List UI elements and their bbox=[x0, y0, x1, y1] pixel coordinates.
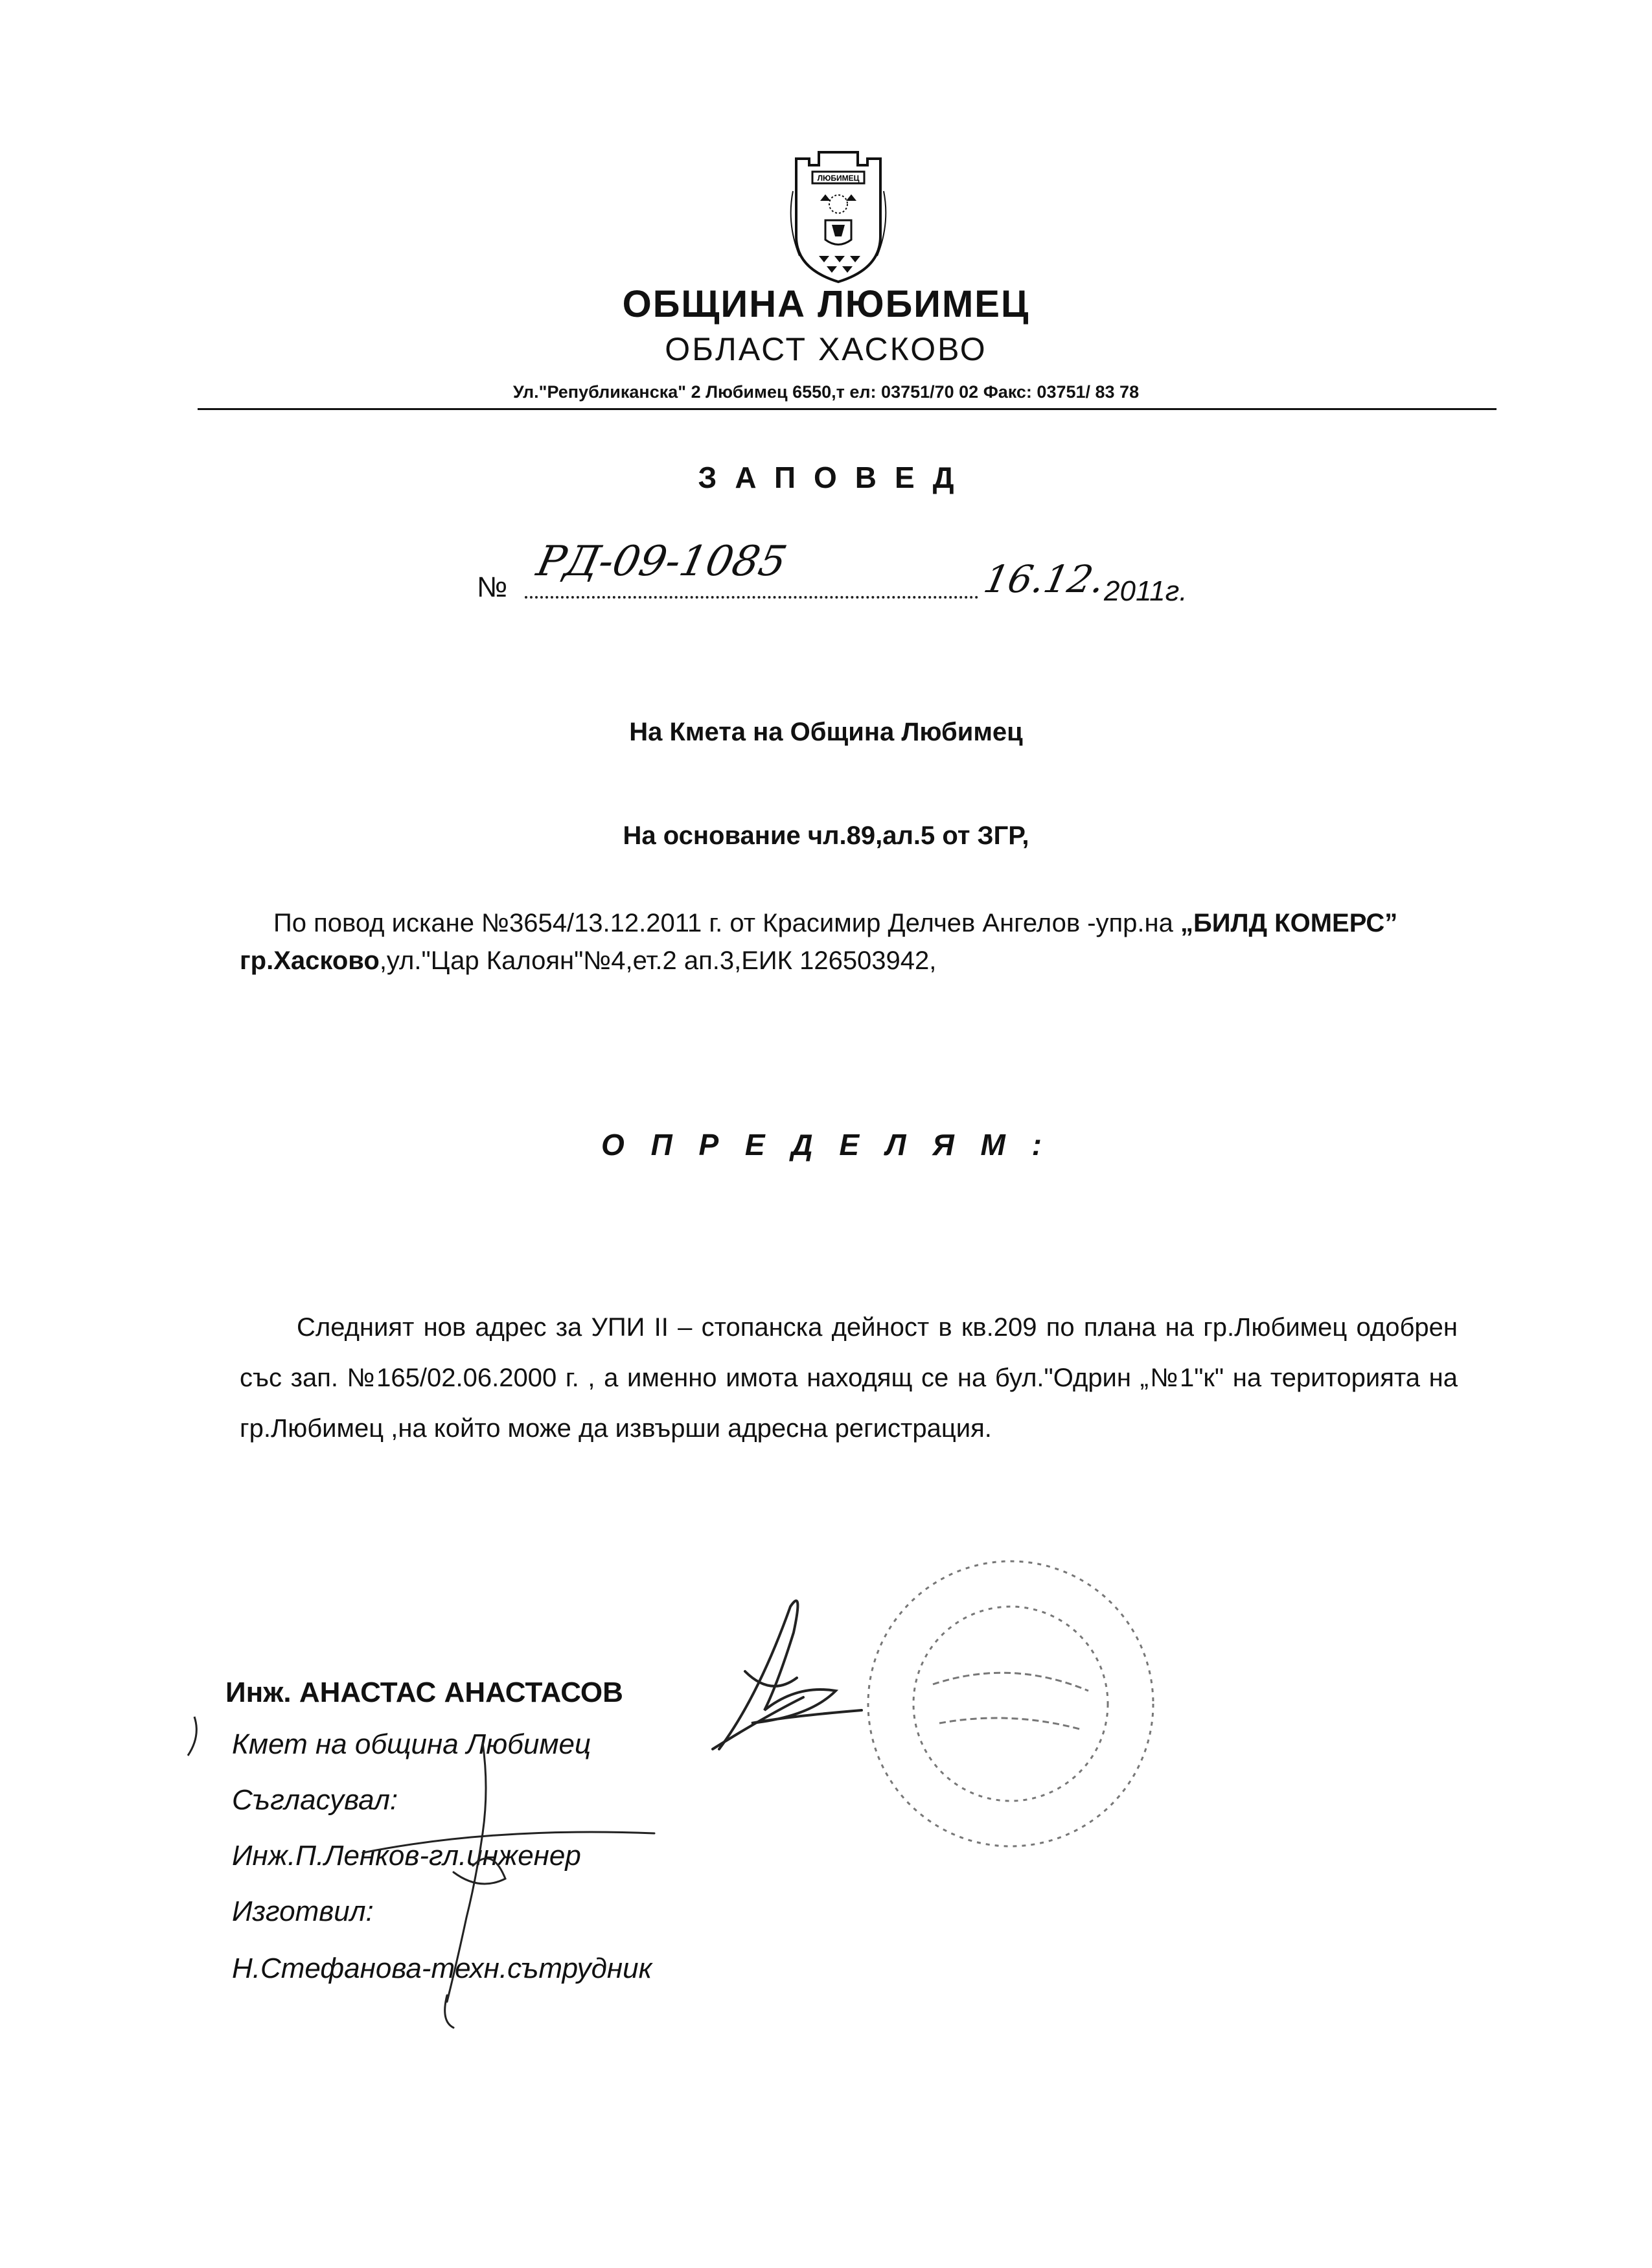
request-plain: По повод искане №3654/13.12.2011 г. от Красимир Делчев Ангелов -упр.на bbox=[273, 909, 1180, 937]
number-prefix: № bbox=[477, 571, 508, 603]
number-dotted-line bbox=[525, 596, 978, 599]
legal-basis: На основание чл.89,ал.5 от ЗГР, bbox=[623, 821, 1029, 850]
document-title: ЗАПОВЕД bbox=[698, 461, 972, 494]
region-name: ОБЛАСТ ХАСКОВО bbox=[665, 331, 987, 367]
request-paragraph bbox=[240, 904, 1458, 979]
decision-body bbox=[240, 1302, 1458, 1454]
handwritten-number: РД-09-1085 bbox=[533, 538, 791, 586]
mayor-signature-icon bbox=[713, 1601, 862, 1749]
coat-label: ЛЮБИМЕЦ bbox=[817, 174, 860, 183]
engineer-signature-icon bbox=[363, 1743, 654, 2028]
round-stamp-icon bbox=[868, 1561, 1153, 1846]
header-divider bbox=[198, 408, 1497, 410]
signatory-title: Кмет на община Любимец bbox=[232, 1728, 591, 1760]
margin-tick-icon bbox=[188, 1717, 196, 1756]
decision-heading: О П Р Е Д Е Л Я М : bbox=[601, 1128, 1051, 1162]
body-text: Следният нов адрес за УПИ II – стопанска дейност в кв.209 по плана на гр.Любимец одобрен със зап. №165/02.06.2000 г. , а именно имота находящ се на бул."Одрин „№1"к" на територията на гр.Любимец ,на който може да извърши адресна регистрация. bbox=[240, 1313, 1458, 1443]
document-year: 2011г. bbox=[1104, 575, 1187, 607]
request-company: „БИЛД КОМЕРС” гр.Хасково bbox=[240, 909, 1398, 975]
org-name: ОБЩИНА ЛЮБИМЕЦ bbox=[622, 283, 1030, 325]
prepared-label: Изготвил: bbox=[232, 1896, 374, 1927]
signatory-name: Инж. АНАСТАС АНАСТАСОВ bbox=[225, 1677, 623, 1708]
handwritten-date: 16.12. bbox=[980, 557, 1109, 601]
issuer-line: На Кмета на Община Любимец bbox=[629, 718, 1023, 746]
agreed-person: Инж.П.Ленков-гл.инженер bbox=[232, 1840, 581, 1872]
prepared-person: Н.Стефанова-техн.сътрудник bbox=[232, 1953, 652, 1984]
request-tail: ,ул."Цар Калоян"№4,ет.2 ап.3,ЕИК 126503942, bbox=[379, 946, 937, 975]
agreed-label: Съгласувал: bbox=[232, 1784, 398, 1816]
org-address: Ул."Републиканска" 2 Любимец 6550,т ел: 03751/70 02 Факс: 03751/ 83 78 bbox=[512, 382, 1140, 402]
coat-of-arms-icon bbox=[780, 146, 897, 288]
